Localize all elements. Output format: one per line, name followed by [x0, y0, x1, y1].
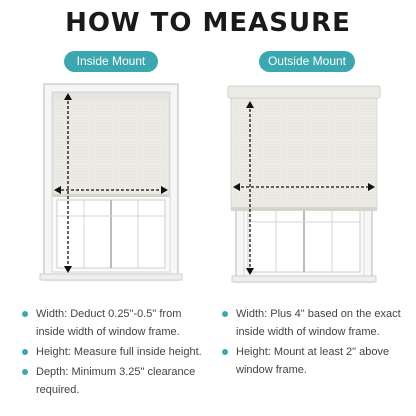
outside-mount-window — [228, 86, 380, 282]
inside-mount-badge: Inside Mount — [64, 51, 158, 72]
bullet-dot-icon — [222, 311, 228, 317]
list-item — [22, 343, 212, 361]
outside-mount-instructions — [222, 305, 412, 381]
outside-window-pane — [248, 206, 360, 272]
outside-height-text: Height: Mount at least 2" above window frame. — [236, 346, 390, 376]
list-item — [222, 343, 412, 379]
inside-shade — [53, 93, 169, 196]
inside-height-text: Height: Measure full inside height. — [36, 346, 202, 358]
inside-mount-window — [40, 84, 182, 280]
outside-mount-badge: Outside Mount — [259, 51, 355, 72]
inside-depth-text: Depth: Minimum 3.25" clearance required. — [36, 366, 196, 396]
inside-mount-instructions — [22, 305, 212, 401]
inside-width-text: Width: Deduct 0.25"-0.5" from inside width of window frame. — [36, 308, 182, 338]
list-item — [222, 305, 412, 341]
outside-shade — [231, 96, 377, 210]
bullet-dot-icon — [22, 311, 28, 317]
page-title: HOW TO MEASURE — [65, 8, 351, 38]
bullet-dot-icon — [22, 369, 28, 375]
list-item — [22, 305, 212, 341]
bullet-dot-icon — [222, 349, 228, 355]
inside-window-pane — [57, 200, 165, 268]
list-item — [22, 363, 212, 399]
outside-width-text: Width: Plus 4" based on the exact inside width of window frame. — [236, 308, 401, 338]
bullet-dot-icon — [22, 349, 28, 355]
